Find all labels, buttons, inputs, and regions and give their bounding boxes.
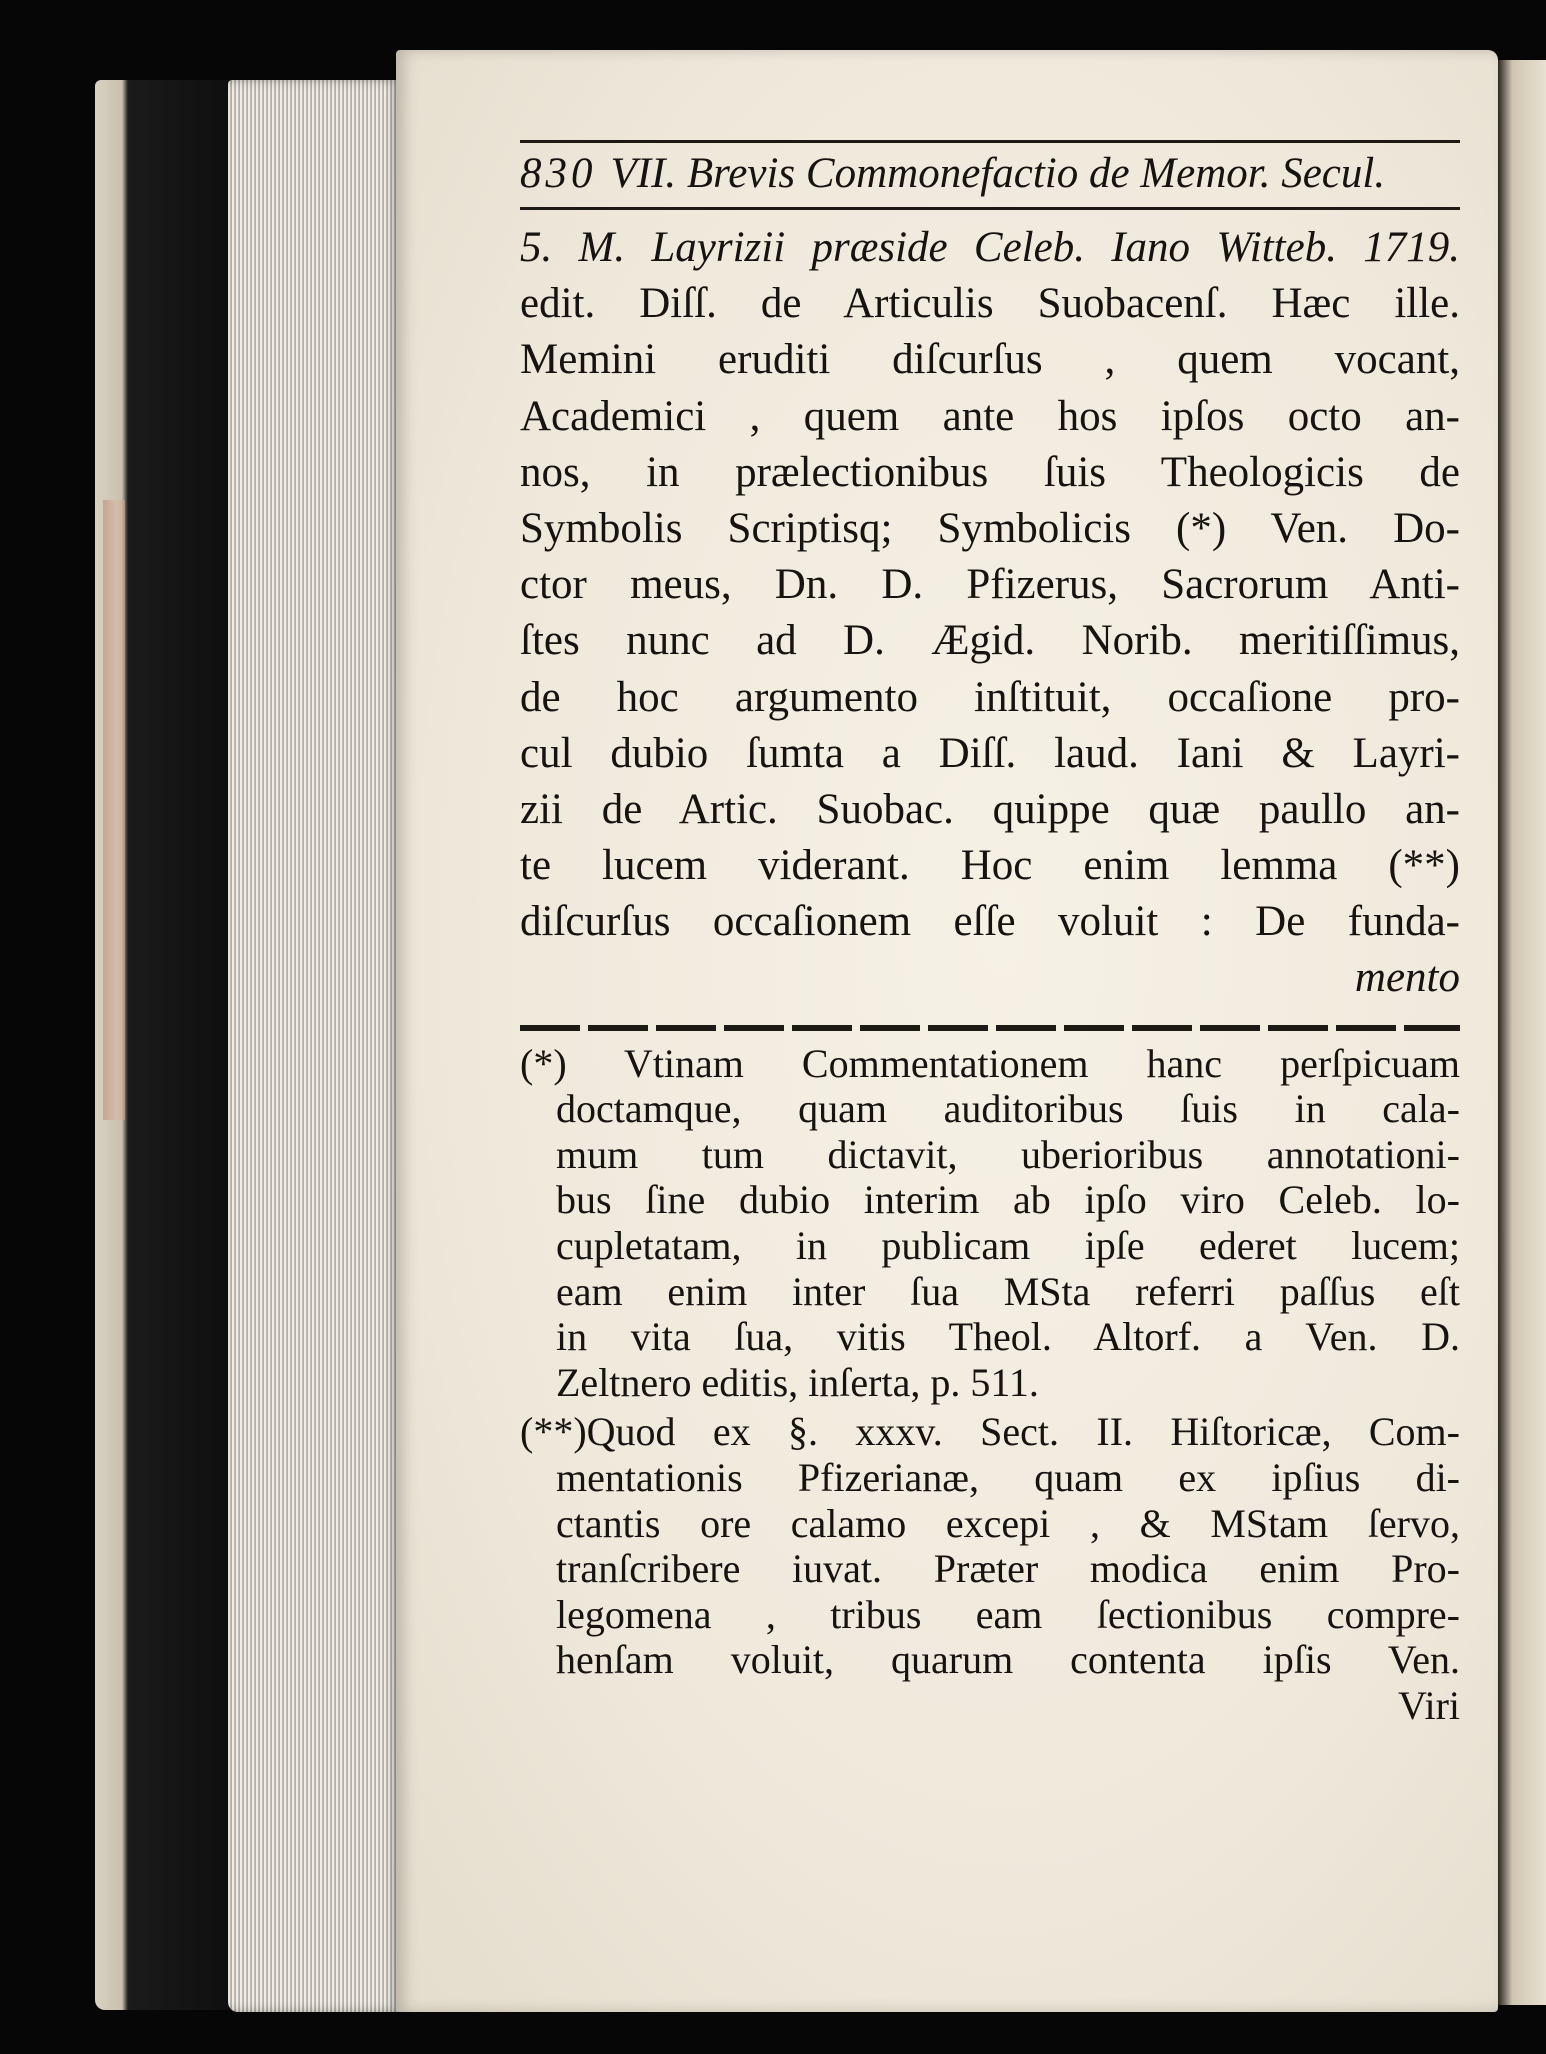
footnote-line: mum tum dictavit, uberioribus annotationi- xyxy=(556,1131,1460,1177)
footnote-1 xyxy=(520,1041,1460,1406)
footnote-line: (**)Quod ex §. xxxv. Sect. II. Hiſtoricæ, Com- xyxy=(520,1409,1460,1455)
facing-page-edge xyxy=(1498,60,1546,2005)
body-line: Academici , quem ante hos ipſos octo an- xyxy=(520,392,1460,440)
book-cover-left xyxy=(95,80,245,2010)
catchword: mento xyxy=(1354,954,1460,1002)
body-line: te lucem viderant. Hoc enim lemma (**) xyxy=(520,842,1460,890)
body-line: ctor meus, Dn. D. Pfizerus, Sacrorum Anti- xyxy=(520,561,1460,609)
footnote-line: doctamque, quam auditoribus ſuis in cala- xyxy=(556,1086,1460,1132)
footnote-line: Zeltnero editis, inſerta, p. 511. xyxy=(556,1359,1039,1405)
page-number: 830 xyxy=(520,150,597,197)
body-line: Symbolis Scriptisq; Symbolicis (*) Ven. Do- xyxy=(520,504,1460,552)
body-line: 5. M. Layrizii præside Celeb. Iano Witteb. 1719. xyxy=(520,224,1460,271)
footnote-line: bus ſine dubio interim ab ipſo viro Celeb. lo- xyxy=(556,1177,1460,1223)
body-line: edit. Diſſ. de Articulis Suobacenſ. Hæc ille. xyxy=(520,280,1460,328)
running-head xyxy=(520,143,1460,207)
footnote-line: legomena , tribus eam ſectionibus compre- xyxy=(556,1591,1460,1637)
footnote-line: cupletatam, in publicam ipſe ederet lucem; xyxy=(556,1223,1460,1268)
footnote-2 xyxy=(520,1409,1460,1728)
catchword: Viri xyxy=(1397,1682,1460,1728)
footnote-line: tranſcribere iuvat. Præter modica enim Pro- xyxy=(556,1546,1460,1592)
body-line: diſcurſus occaſionem eſſe voluit : De funda- xyxy=(520,898,1460,946)
running-title: VII. Brevis Commonefactio de Memor. Secul. xyxy=(610,150,1386,197)
body-line: Memini eruditi diſcurſus , quem vocant, xyxy=(520,336,1460,384)
footnote-line: eam enim inter ſua MSta referri paſſus eſt xyxy=(556,1268,1460,1314)
footnote-separator xyxy=(520,1025,1460,1031)
page-edges xyxy=(228,80,400,2012)
body-line: ſtes nunc ad D. Ægid. Norib. meritiſſimus, xyxy=(520,617,1460,665)
header-bottom-rule xyxy=(520,207,1460,210)
footnote-line: henſam voluit, quarum contenta ipſis Ven. xyxy=(556,1637,1460,1683)
footnote-line: ctantis ore calamo excepi , & MStam ſervo, xyxy=(556,1500,1460,1546)
body-text xyxy=(520,220,1460,1007)
body-line: cul dubio ſumta a Diſſ. laud. Iani & Layri- xyxy=(520,729,1460,777)
footnote-line: in vita ſua, vitis Theol. Altorf. a Ven. D. xyxy=(556,1314,1460,1360)
body-line: zii de Artic. Suobac. quippe quæ paullo an- xyxy=(520,785,1460,833)
body-line: de hoc argumento inſtituit, occaſione pro- xyxy=(520,673,1460,721)
footnotes xyxy=(520,1041,1460,1729)
body-line: nos, in prælectionibus ſuis Theologicis de xyxy=(520,448,1460,496)
footnote-line: (*) Vtinam Commentationem hanc perſpicuam xyxy=(520,1040,1460,1086)
page-content xyxy=(520,140,1460,1729)
footnote-line: mentationis Pfizerianæ, quam ex ipſius di- xyxy=(556,1454,1460,1500)
